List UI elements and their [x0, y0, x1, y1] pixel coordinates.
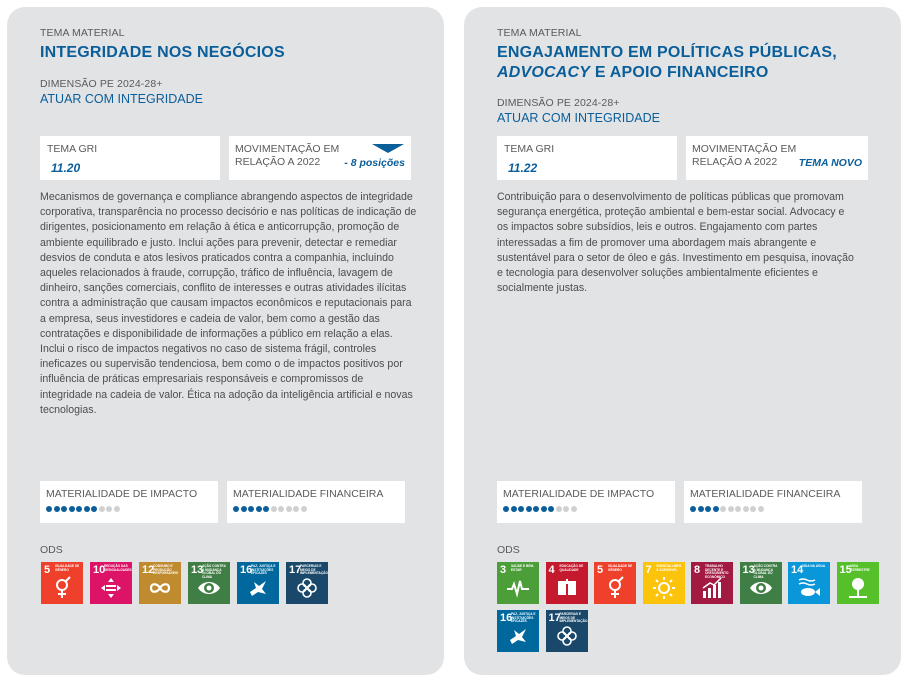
tema-gri-value: 11.20 [51, 161, 81, 175]
dot-filled [263, 506, 269, 512]
dot-empty [563, 506, 569, 512]
ods-number: 13 [191, 564, 204, 576]
material-topic-card [464, 7, 901, 675]
ods-title: IGUALDADE DE GÊNERO [55, 564, 80, 572]
ods-tile-15 [837, 562, 879, 604]
ods-title: SAÚDE E BEM-ESTAR [511, 564, 535, 572]
tema-gri-value: 11.22 [508, 161, 538, 175]
ods-tile-3 [497, 562, 539, 604]
materialidade-financeira-label: MATERIALIDADE FINANCEIRA [233, 488, 384, 500]
dot-filled [233, 506, 239, 512]
dot-empty [106, 506, 112, 512]
dot-filled [533, 506, 539, 512]
dot-empty [278, 506, 284, 512]
ods-tile-10 [90, 562, 132, 604]
tema-gri-box [40, 136, 220, 180]
ods-number: 17 [289, 564, 302, 576]
ods-title: CONSUMO E PRODUÇÃO RESPONSÁVEIS [153, 564, 179, 576]
topic-description: Mecanismos de governança e compliance abrangendo aspectos de integridade corporativa, transparência no processo decisório e nas políticas de indicação de dirigentes, posicionamento em relação à ética e anticorrupção, promoção de ambiente equilibrado e justo. Inclui ações para prevenir, detectar e remediar desvios de conduta e atos lesivos praticados contra a companhia, incluindo aqueles relacionados à fraude, corrupção, tráfico de influência, lavagem de dinheiro, sanções comerciais, conflito de interesses e outras atividades ilícitas contra a administração que causam impactos econômicos e reputacionais para a empresa, seus investidores e cadeia de valor, bem como a gestão das contratações e disponibilidade de informações a público em relação a elas. Inclui o risco de impactos negativos no caso de sistema frágil, controles ineficazes ou supervisão tendenciosa, bem como o de impactos positivos por influência de práticas empresariais responsáveis e compromissos de integridade na cadeia de valor. Ética na adoção da inteligência artificial e novas tecnologias. [40, 191, 417, 416]
flower-icon [555, 624, 579, 648]
ods-tile-12 [139, 562, 181, 604]
materialidade-impacto-box [497, 481, 675, 523]
ods-number: 3 [500, 564, 507, 576]
ods-title: AÇÃO CONTRA A MUDANÇA GLOBAL DO CLIMA [753, 564, 778, 579]
dot-empty [750, 506, 756, 512]
ods-title: ENERGIA LIMPA E ACESSÍVEL [656, 564, 682, 572]
dot-filled [91, 506, 97, 512]
fish-icon [797, 576, 821, 600]
dot-filled [46, 506, 52, 512]
ods-title: REDUÇÃO DAS DESIGUALDADES [104, 564, 132, 572]
dimensao-value: ATUAR COM INTEGRIDADE [40, 92, 203, 106]
materialidade-financeira-dots [233, 506, 307, 512]
ods-number: 14 [791, 564, 804, 576]
dot-filled [241, 506, 247, 512]
eye-globe-icon [197, 576, 221, 600]
dot-filled [76, 506, 82, 512]
flower-icon [295, 576, 319, 600]
ods-number: 12 [142, 564, 155, 576]
ods-number: 13 [742, 564, 755, 576]
ods-number: 5 [44, 564, 51, 576]
ods-number: 17 [548, 612, 561, 624]
dimensao-label: DIMENSÃO PE 2024-28+ [497, 97, 620, 109]
heartbeat-icon [506, 576, 530, 600]
ods-title: EDUCAÇÃO DE QUALIDADE [559, 564, 584, 572]
ods-tile-8 [691, 562, 733, 604]
ods-title: VIDA TERRESTRE [850, 564, 870, 572]
movimentacao-box [229, 136, 411, 180]
advocacy-text: ADVOCACY [497, 64, 591, 81]
dot-filled [698, 506, 704, 512]
material-topic-card [7, 7, 444, 675]
dot-empty [293, 506, 299, 512]
movimentacao-value: TEMA NOVO [798, 157, 862, 169]
ods-number: 4 [548, 564, 555, 576]
ods-tile-13 [740, 562, 782, 604]
dimensao-value: ATUAR COM INTEGRIDADE [497, 111, 660, 125]
dot-empty [271, 506, 277, 512]
ods-title: PAZ, JUSTIÇA E INSTITUIÇÕES EFICAZES [251, 564, 276, 576]
ods-number: 5 [597, 564, 604, 576]
dot-filled [548, 506, 554, 512]
infinity-icon [148, 576, 172, 600]
dove-icon [506, 624, 530, 648]
ods-tile-16 [237, 562, 279, 604]
dot-empty [758, 506, 764, 512]
topic-description: Contribuição para o desenvolvimento de políticas públicas que promovam segurança energética, proteção ambiental e bem-estar social. Advocacy e os impactos sobre subsídios, leis e outros. Engajamento com partes interessadas a fim de promover uma abordagem mais abrangente e sustentável para o setor de óleo e gás. Investimento em pesquisa, inovação e tecnologia para desenvolver soluções ambientalmente eficientes e socialmente justas. [497, 191, 854, 295]
ods-label: ODS [40, 544, 63, 556]
dot-empty [571, 506, 577, 512]
tree-icon [846, 576, 870, 600]
ods-title: TRABALHO DECENTE E CRESCIMENTO ECONÔMICO [705, 564, 729, 579]
dot-filled [690, 506, 696, 512]
ods-label: ODS [497, 544, 520, 556]
ods-title: IGUALDADE DE GÊNERO [608, 564, 633, 572]
tema-gri-label: TEMA GRI [504, 143, 555, 155]
ods-number: 8 [694, 564, 701, 576]
dot-empty [556, 506, 562, 512]
dot-empty [301, 506, 307, 512]
dot-filled [511, 506, 517, 512]
ods-tile-14 [788, 562, 830, 604]
ods-tile-5 [41, 562, 83, 604]
ods-number: 10 [93, 564, 106, 576]
materialidade-financeira-box [227, 481, 405, 523]
ods-tile-4 [546, 562, 588, 604]
tema-material-label: TEMA MATERIAL [497, 27, 582, 39]
dot-filled [248, 506, 254, 512]
down-triangle-icon [372, 144, 404, 153]
ods-number: 15 [839, 564, 852, 576]
tema-material-label: TEMA MATERIAL [40, 27, 125, 39]
topic-title-line-1: ENGAJAMENTO EM POLÍTICAS PÚBLICAS, [497, 44, 837, 61]
ods-tile-17 [286, 562, 328, 604]
dot-empty [735, 506, 741, 512]
dot-filled [705, 506, 711, 512]
dot-empty [286, 506, 292, 512]
gender-icon [603, 576, 627, 600]
ods-title: PARCERIAS E MEIOS DE IMPLEMENTAÇÃO [300, 564, 328, 576]
ods-tile-17 [546, 610, 588, 652]
ods-tile-5 [594, 562, 636, 604]
materialidade-impacto-label: MATERIALIDADE DE IMPACTO [46, 488, 198, 500]
ods-title: PAZ, JUSTIÇA E INSTITUIÇÕES EFICAZES [511, 612, 536, 624]
title-rest: E APOIO FINANCEIRO [590, 64, 769, 81]
dot-filled [713, 506, 719, 512]
dot-filled [69, 506, 75, 512]
tema-gri-box [497, 136, 677, 180]
ods-tile-16 [497, 610, 539, 652]
dot-filled [61, 506, 67, 512]
dot-filled [526, 506, 532, 512]
dot-empty [728, 506, 734, 512]
dot-filled [503, 506, 509, 512]
ods-number: 16 [500, 612, 513, 624]
materialidade-financeira-label: MATERIALIDADE FINANCEIRA [690, 488, 841, 500]
dove-icon [246, 576, 270, 600]
materialidade-impacto-dots [46, 506, 120, 512]
growth-chart-icon [700, 576, 724, 600]
book-icon [555, 576, 579, 600]
topic-title-line-2 [497, 63, 837, 83]
equality-icon [99, 576, 123, 600]
ods-tile-7 [643, 562, 685, 604]
dot-empty [743, 506, 749, 512]
tema-gri-label: TEMA GRI [47, 143, 98, 155]
materialidade-impacto-dots [503, 506, 577, 512]
materialidade-financeira-box [684, 481, 862, 523]
ods-tile-13 [188, 562, 230, 604]
dimensao-label: DIMENSÃO PE 2024-28+ [40, 78, 163, 90]
dot-filled [518, 506, 524, 512]
dot-filled [541, 506, 547, 512]
movimentacao-label: MOVIMENTAÇÃO EM RELAÇÃO A 2022 [692, 143, 797, 168]
ods-title: VIDA NA ÁGUA [802, 564, 826, 568]
dot-empty [114, 506, 120, 512]
ods-number: 7 [645, 564, 652, 576]
dot-empty [720, 506, 726, 512]
sun-icon [652, 576, 676, 600]
ods-title: AÇÃO CONTRA A MUDANÇA GLOBAL DO CLIMA [202, 564, 226, 579]
materialidade-impacto-label: MATERIALIDADE DE IMPACTO [503, 488, 655, 500]
ods-title: PARCERIAS E MEIOS DE IMPLEMENTAÇÃO [559, 612, 588, 624]
movimentacao-box [686, 136, 868, 180]
movimentacao-label: MOVIMENTAÇÃO EM RELAÇÃO A 2022 [235, 143, 340, 168]
eye-globe-icon [749, 576, 773, 600]
ods-number: 16 [240, 564, 253, 576]
movimentacao-value: - 8 posições [344, 157, 405, 169]
gender-icon [50, 576, 74, 600]
dot-filled [84, 506, 90, 512]
dot-filled [256, 506, 262, 512]
dot-empty [99, 506, 105, 512]
topic-title: INTEGRIDADE NOS NEGÓCIOS [40, 44, 285, 61]
topic-title [497, 43, 837, 83]
materialidade-impacto-box [40, 481, 218, 523]
materialidade-financeira-dots [690, 506, 764, 512]
dot-filled [54, 506, 60, 512]
